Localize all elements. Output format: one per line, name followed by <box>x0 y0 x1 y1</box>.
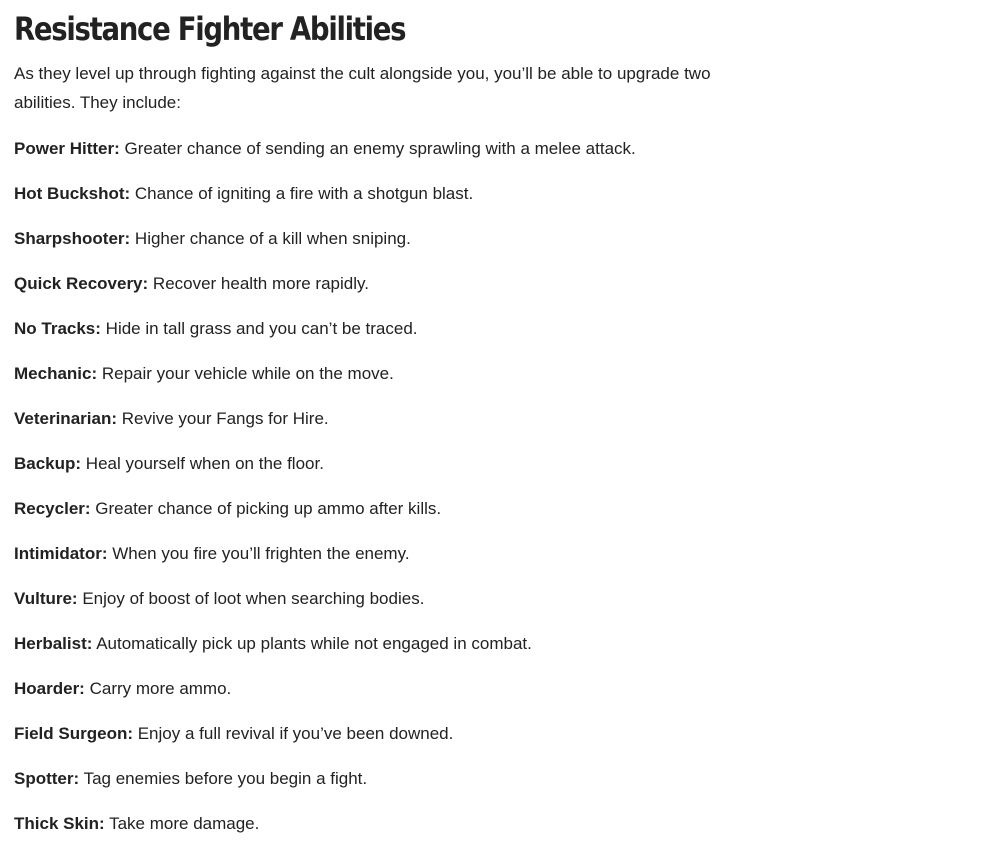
ability-description: Enjoy of boost of loot when searching bodies. <box>77 589 425 608</box>
article <box>14 0 774 859</box>
ability-item <box>14 814 774 859</box>
ability-description: Enjoy a full revival if you’ve been downed. <box>133 724 454 743</box>
ability-description: Heal yourself when on the floor. <box>81 454 324 473</box>
ability-item <box>14 184 774 229</box>
ability-name: Field Surgeon: <box>14 724 133 743</box>
ability-description: Carry more ammo. <box>84 679 232 698</box>
ability-description: Hide in tall grass and you can’t be traced. <box>100 319 418 338</box>
ability-description: Chance of igniting a fire with a shotgun blast. <box>130 184 474 203</box>
ability-description: Higher chance of a kill when sniping. <box>130 229 411 248</box>
ability-name: Herbalist: <box>14 634 93 653</box>
ability-description: Revive your Fangs for Hire. <box>117 409 329 428</box>
ability-name: No Tracks: <box>14 319 101 338</box>
ability-name: Recycler: <box>14 499 91 518</box>
ability-name: Sharpshooter: <box>14 229 131 248</box>
ability-item <box>14 724 774 769</box>
ability-item <box>14 409 774 454</box>
ability-description: Tag enemies before you begin a fight. <box>79 769 368 788</box>
ability-item <box>14 634 774 679</box>
ability-description: Recover health more rapidly. <box>148 274 369 293</box>
abilities-list <box>14 139 774 859</box>
ability-name: Veterinarian: <box>14 409 117 428</box>
ability-item <box>14 499 774 544</box>
ability-item <box>14 364 774 409</box>
intro-paragraph: As they level up through fighting against the cult alongside you, you’ll be able to upgrade two abilities. They include: <box>14 64 711 112</box>
ability-item <box>14 139 774 184</box>
ability-item <box>14 589 774 634</box>
ability-name: Power Hitter: <box>14 139 120 158</box>
ability-description: Greater chance of picking up ammo after kills. <box>90 499 442 518</box>
ability-name: Vulture: <box>14 589 78 608</box>
ability-item <box>14 544 774 589</box>
ability-item <box>14 454 774 499</box>
ability-item <box>14 319 774 364</box>
ability-description: When you fire you’ll frighten the enemy. <box>107 544 410 563</box>
ability-item <box>14 769 774 814</box>
ability-name: Spotter: <box>14 769 80 788</box>
ability-description: Repair your vehicle while on the move. <box>97 364 394 383</box>
page-title: Resistance Fighter Abilities <box>14 10 406 48</box>
ability-description: Automatically pick up plants while not engaged in combat. <box>92 634 532 653</box>
ability-name: Backup: <box>14 454 82 473</box>
ability-name: Thick Skin: <box>14 814 105 833</box>
ability-name: Intimidator: <box>14 544 108 563</box>
ability-item <box>14 229 774 274</box>
ability-description: Greater chance of sending an enemy sprawling with a melee attack. <box>119 139 636 158</box>
ability-name: Hoarder: <box>14 679 85 698</box>
ability-description: Take more damage. <box>104 814 260 833</box>
ability-item <box>14 274 774 319</box>
ability-item <box>14 679 774 724</box>
ability-name: Quick Recovery: <box>14 274 149 293</box>
ability-name: Hot Buckshot: <box>14 184 131 203</box>
ability-name: Mechanic: <box>14 364 98 383</box>
